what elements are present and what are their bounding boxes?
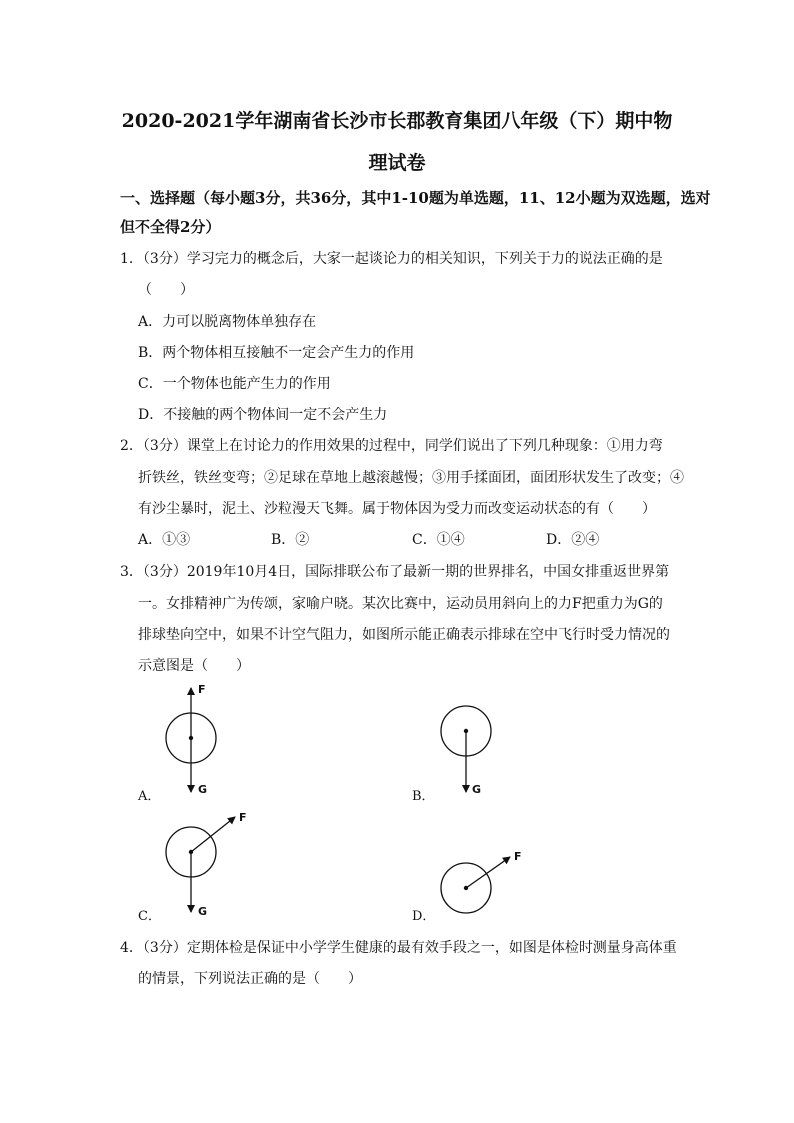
- q2-option-d: D．②④: [546, 532, 600, 548]
- diagram-a-label-f: F: [198, 683, 206, 696]
- q1-stem-line2: （ ）: [138, 282, 194, 298]
- q1-option-b: B．两个物体相互接触不一定会产生力的作用: [138, 345, 415, 361]
- diagram-c: [166, 811, 247, 918]
- q3-option-c-label: C．: [138, 909, 161, 924]
- diagram-b: [441, 706, 491, 796]
- exam-title-line2: 理试卷: [368, 152, 426, 174]
- q3-stem-line4: 示意图是（ ）: [138, 658, 250, 674]
- diagram-d: [441, 850, 522, 913]
- q1-stem-line1: 1．（3分）学习完力的概念后，大家一起谈论力的相关知识，下列关于力的说法正确的是: [120, 251, 663, 267]
- q1-option-c: C．一个物体也能产生力的作用: [138, 376, 331, 392]
- diagram-a: [166, 683, 216, 796]
- diagram-d-force-f-arrow: [466, 857, 510, 888]
- q2-stem-line3: 有沙尘暴时，泥土、沙粒漫天飞舞。属于物体因为受力而改变运动状态的有（ ）: [138, 501, 656, 517]
- diagram-a-label-g: G: [198, 783, 208, 796]
- diagram-d-label-f: F: [514, 850, 522, 863]
- diagram-c-label-f: F: [239, 811, 247, 824]
- q4-stem-line1: 4．（3分）定期体检是保证中小学学生健康的最有效手段之一，如图是体检时测量身高体重: [120, 940, 677, 956]
- diagram-b-label-g: G: [472, 783, 482, 796]
- q1-option-a: A．力可以脱离物体单独存在: [138, 314, 317, 330]
- q2-option-a: A．①③: [138, 532, 191, 548]
- diagram-c-force-f-arrow: [191, 817, 235, 852]
- q2-option-b: B．②: [271, 532, 310, 548]
- q1-option-d: D．不接触的两个物体间一定不会产生力: [138, 407, 388, 423]
- q4-stem-line2: 的情景，下列说法正确的是（ ）: [138, 971, 362, 987]
- q2-stem-line1: 2．（3分）课堂上在讨论力的作用效果的过程中，同学们说出了下列几种现象：①用力弯: [120, 438, 663, 454]
- q3-option-b-label: B．: [412, 789, 435, 804]
- q2-option-c: C．①④: [412, 532, 465, 548]
- exam-title-line1: 2020-2021学年湖南省长沙市长郡教育集团八年级（下）期中物: [121, 110, 673, 132]
- q3-stem-line2: 一。女排精神广为传颂，家喻户晓。某次比赛中，运动员用斜向上的力F把重力为G的: [138, 596, 663, 612]
- q3-option-d-label: D．: [412, 909, 436, 924]
- q3-option-a-label: A．: [138, 789, 161, 804]
- section-heading-line2: 但不全得2分）: [120, 218, 221, 236]
- q2-stem-line2: 折铁丝，铁丝变弯；②足球在草地上越滚越慢；③用手揉面团，面团形状发生了改变；④: [138, 470, 684, 486]
- q3-stem-line1: 3．（3分）2019年10月4日，国际排联公布了最新一期的世界排名，中国女排重返世界第: [120, 564, 670, 580]
- section-heading-line1: 一、选择题（每小题3分，共36分，其中1-10题为单选题，11、12小题为双选题，选对: [120, 189, 711, 207]
- q3-stem-line3: 排球垫向空中，如果不计空气阻力，如图所示能正确表示排球在空中飞行时受力情况的: [138, 627, 670, 643]
- diagram-c-label-g: G: [198, 905, 208, 918]
